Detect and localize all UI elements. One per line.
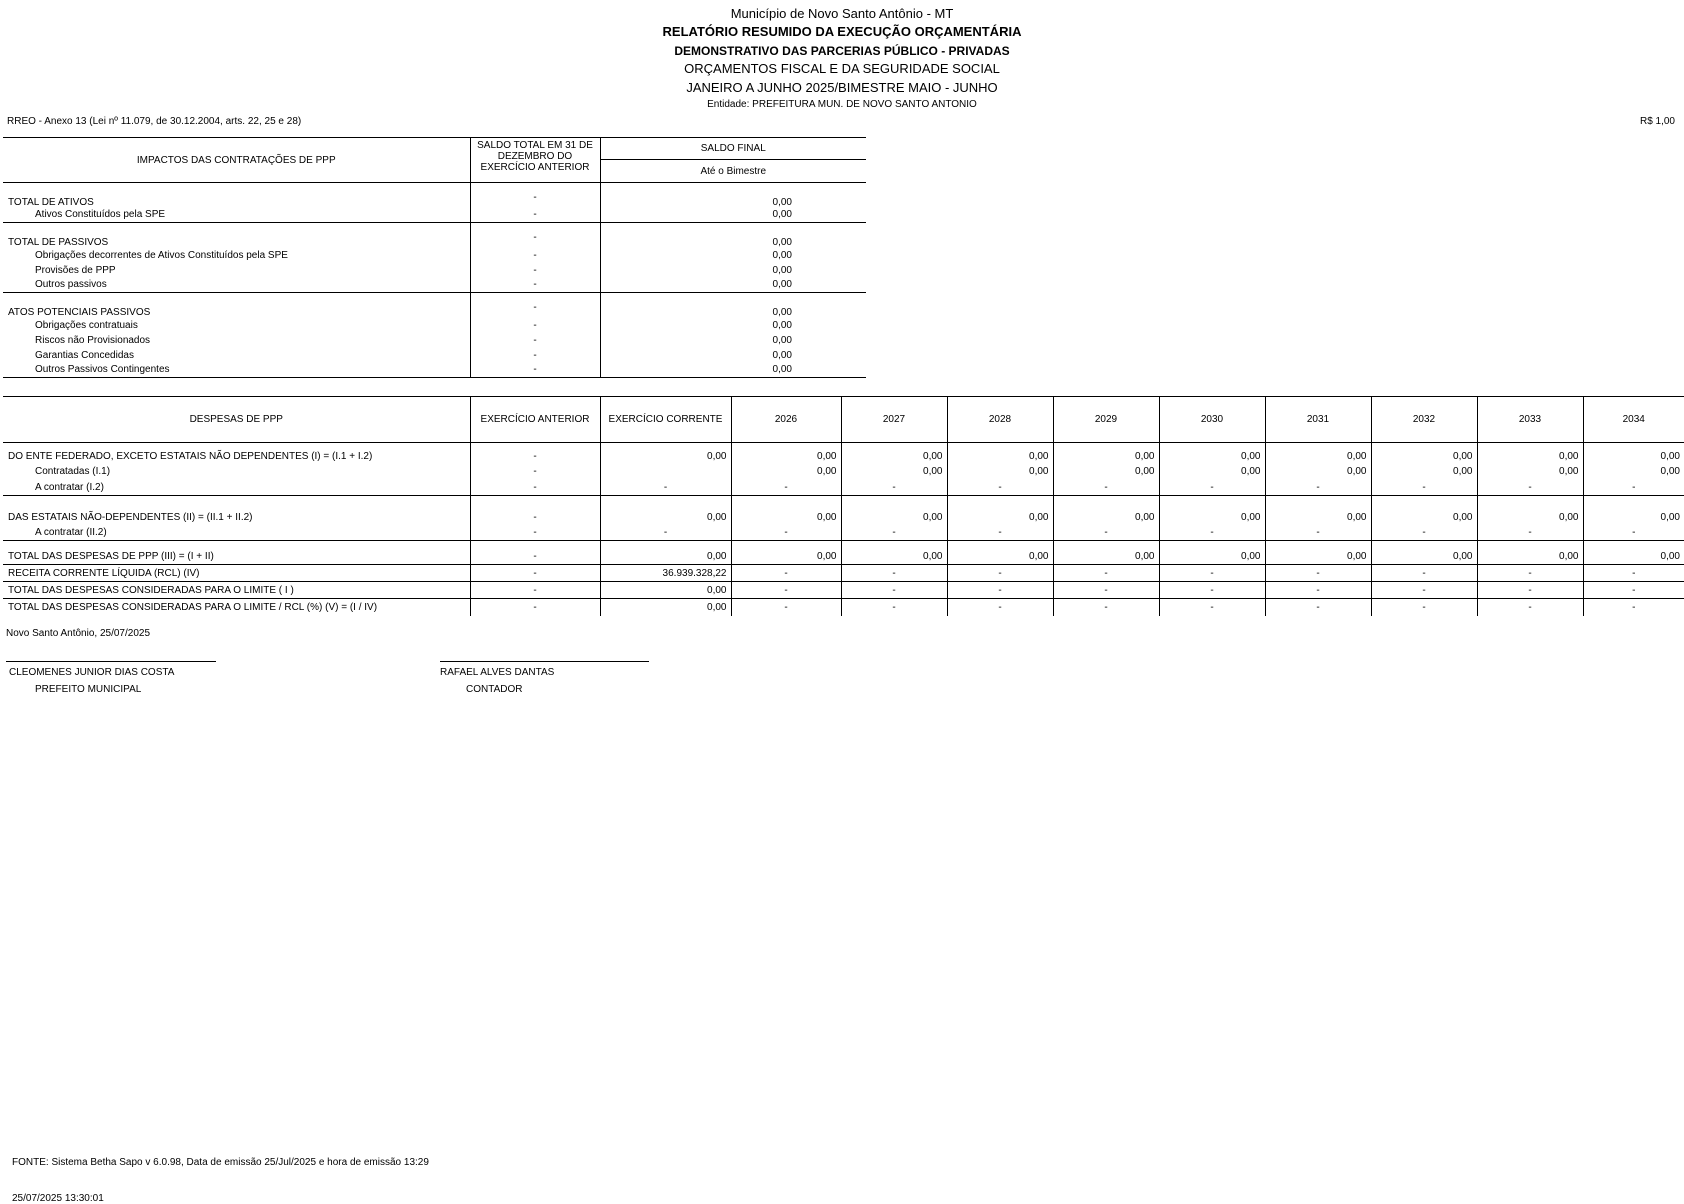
expense-value: - [1583, 525, 1684, 541]
expense-value: - [1477, 525, 1583, 541]
expense-value: 0,00 [1583, 443, 1684, 464]
impacts-col-header: IMPACTOS DAS CONTRATAÇÕES DE PPP [3, 138, 470, 183]
expense-value: 0,00 [1583, 464, 1684, 480]
report-subtitle: DEMONSTRATIVO DAS PARCERIAS PÚBLICO - PRIVADAS [674, 44, 1010, 58]
expense-row [3, 599, 1684, 616]
impact-row [3, 223, 866, 248]
report-title: RELATÓRIO RESUMIDO DA EXECUÇÃO ORÇAMENTÁRIA [662, 24, 1022, 39]
expense-value: 0,00 [841, 443, 947, 464]
expense-value: 0,00 [947, 541, 1053, 565]
impact-prev-balance: - [470, 293, 600, 318]
expense-value: - [1265, 525, 1371, 541]
expense-col-header: 2033 [1477, 397, 1583, 443]
impact-spacer [600, 348, 742, 363]
expense-row [3, 541, 1684, 565]
impact-spacer [600, 263, 742, 278]
expense-value: 0,00 [1053, 464, 1159, 480]
expense-row [3, 496, 1684, 525]
impact-final-balance: 0,00 [772, 319, 792, 331]
impact-spacer [600, 363, 742, 378]
expense-value: - [470, 565, 600, 582]
expense-value [600, 464, 731, 480]
expense-value: - [1159, 599, 1265, 616]
expense-label: A contratar (II.2) [35, 526, 107, 538]
expense-value: - [841, 599, 947, 616]
expense-value: - [470, 480, 600, 496]
expense-row [3, 443, 1684, 464]
expense-col-header: EXERCÍCIO ANTERIOR [470, 397, 600, 443]
expense-value: - [1371, 565, 1477, 582]
expense-value: - [731, 480, 841, 496]
impact-row [3, 318, 866, 333]
impact-prev-balance: - [470, 348, 600, 363]
expense-value: 0,00 [1477, 496, 1583, 525]
impact-label: TOTAL DE ATIVOS [8, 196, 94, 208]
expense-value: - [841, 565, 947, 582]
expense-value: - [1583, 599, 1684, 616]
expense-value: 0,00 [1159, 496, 1265, 525]
expense-value: - [1159, 525, 1265, 541]
expense-value: - [600, 480, 731, 496]
expense-value: 0,00 [600, 582, 731, 599]
expense-value: - [1053, 480, 1159, 496]
expense-row [3, 565, 1684, 582]
expense-value: 0,00 [600, 496, 731, 525]
expense-value: - [841, 480, 947, 496]
impact-row [3, 348, 866, 363]
saldo-total-col-header: SALDO TOTAL EM 31 DE DEZEMBRO DO EXERCÍCIO ANTERIOR [470, 138, 600, 183]
expense-label: Contratadas (I.1) [35, 466, 111, 477]
expense-value: 0,00 [600, 541, 731, 565]
expense-label: DAS ESTATAIS NÃO-DEPENDENTES (II) = (II.1 + II.2) [8, 511, 253, 523]
expense-value: - [1265, 599, 1371, 616]
expense-value: 0,00 [600, 443, 731, 464]
impact-prev-balance: - [470, 278, 600, 293]
impact-prev-balance: - [470, 318, 600, 333]
expense-label: DO ENTE FEDERADO, EXCETO ESTATAIS NÃO DEPENDENTES (I) = (I.1 + I.2) [8, 450, 373, 462]
expense-value: - [470, 541, 600, 565]
expense-label: TOTAL DAS DESPESAS CONSIDERADAS PARA O LIMITE / RCL (%) (V) = (I / IV) [8, 601, 378, 613]
expense-value: - [1371, 480, 1477, 496]
expense-value: - [947, 525, 1053, 541]
expense-value: - [1265, 480, 1371, 496]
impact-row [3, 278, 866, 293]
ate-bimestre-col-header: Até o Bimestre [600, 160, 866, 183]
expense-col-header: 2027 [841, 397, 947, 443]
expense-value: 0,00 [841, 496, 947, 525]
impact-row [3, 208, 866, 223]
expense-value: 0,00 [1159, 541, 1265, 565]
expense-col-header: EXERCÍCIO CORRENTE [600, 397, 731, 443]
impact-spacer [600, 208, 742, 223]
impact-spacer [600, 278, 742, 293]
expense-value: - [1477, 480, 1583, 496]
expense-value: - [1371, 582, 1477, 599]
expense-value: 0,00 [1477, 464, 1583, 480]
expense-value: - [1477, 582, 1583, 599]
expense-value: 0,00 [731, 443, 841, 464]
budgets-line: ORÇAMENTOS FISCAL E DA SEGURIDADE SOCIAL [684, 61, 1000, 76]
expense-value: 0,00 [1053, 541, 1159, 565]
expense-label: A contratar (I.2) [35, 481, 104, 493]
expense-value: - [841, 582, 947, 599]
expense-value: - [947, 565, 1053, 582]
signature-line-accountant [440, 661, 649, 662]
expense-value: - [1477, 599, 1583, 616]
expense-value: 0,00 [731, 464, 841, 480]
expense-value: - [731, 565, 841, 582]
expense-row [3, 525, 1684, 541]
expense-value: 0,00 [1159, 443, 1265, 464]
impact-spacer [600, 223, 742, 248]
expense-value: - [947, 599, 1053, 616]
impact-label: Outros passivos [35, 279, 107, 291]
signer-role-accountant: CONTADOR [466, 684, 523, 695]
expense-row [3, 582, 1684, 599]
expense-value: 0,00 [1265, 443, 1371, 464]
expense-label: RECEITA CORRENTE LÍQUIDA (RCL) (IV) [8, 567, 200, 579]
expense-value: - [470, 443, 600, 464]
impact-prev-balance: - [470, 263, 600, 278]
impact-final-balance: 0,00 [772, 279, 792, 291]
annex-label: RREO - Anexo 13 (Lei nº 11.079, de 30.12.2004, arts. 22, 25 e 28) [7, 116, 302, 127]
expense-row [3, 480, 1684, 496]
impact-row [3, 263, 866, 278]
impact-label: Ativos Constituídos pela SPE [35, 209, 166, 221]
expense-value: 0,00 [731, 496, 841, 525]
entity-line: Entidade: PREFEITURA MUN. DE NOVO SANTO ANTONIO [707, 99, 977, 110]
impact-prev-balance: - [470, 363, 600, 378]
expense-value: - [1583, 480, 1684, 496]
impact-final-balance: 0,00 [772, 364, 792, 376]
emission-timestamp: 25/07/2025 13:30:01 [12, 1193, 104, 1204]
expense-value: 36.939.328,22 [600, 565, 731, 582]
expense-value: - [947, 582, 1053, 599]
impact-spacer [600, 183, 742, 208]
impact-label: TOTAL DE PASSIVOS [8, 236, 109, 248]
expense-value: 0,00 [731, 541, 841, 565]
impact-label: Obrigações decorrentes de Ativos Constituídos pela SPE [35, 249, 288, 261]
expense-value: - [1159, 480, 1265, 496]
impact-label: Garantias Concedidas [35, 349, 134, 361]
impact-label: Obrigações contratuais [35, 319, 138, 331]
expense-value: 0,00 [841, 541, 947, 565]
expense-value: - [600, 525, 731, 541]
impact-final-balance: 0,00 [772, 264, 792, 276]
expense-value: 0,00 [1053, 443, 1159, 464]
expense-value: - [1371, 525, 1477, 541]
municipality: Município de Novo Santo Antônio - MT [730, 6, 954, 21]
expense-value: 0,00 [1371, 443, 1477, 464]
impact-final-balance: 0,00 [772, 349, 792, 361]
expense-value: 0,00 [1265, 496, 1371, 525]
expense-value: - [470, 496, 600, 525]
expense-label: TOTAL DAS DESPESAS DE PPP (III) = (I + II) [8, 551, 214, 562]
impact-final-balance: 0,00 [772, 249, 792, 261]
expense-label: TOTAL DAS DESPESAS CONSIDERADAS PARA O LIMITE ( I ) [8, 584, 294, 596]
impacts-table [3, 137, 866, 378]
expense-value: - [731, 525, 841, 541]
impact-final-balance: 0,00 [772, 209, 792, 221]
expense-value: 0,00 [841, 464, 947, 480]
impact-label: Provisões de PPP [35, 264, 116, 276]
currency-label: R$ 1,00 [1639, 116, 1675, 127]
expense-col-header: 2026 [731, 397, 841, 443]
period-line: JANEIRO A JUNHO 2025/BIMESTRE MAIO - JUNHO [686, 80, 998, 95]
expense-value: 0,00 [1159, 464, 1265, 480]
signer-role-mayor: PREFEITO MUNICIPAL [35, 684, 142, 695]
expense-value: - [1265, 565, 1371, 582]
expense-value: 0,00 [1053, 496, 1159, 525]
impact-spacer [600, 318, 742, 333]
expense-col-header: 2028 [947, 397, 1053, 443]
impact-final-balance: 0,00 [772, 196, 792, 208]
expenses-table [3, 396, 1684, 616]
place-date: Novo Santo Antônio, 25/07/2025 [6, 628, 151, 639]
expense-value: - [1265, 582, 1371, 599]
expense-value: 0,00 [1583, 496, 1684, 525]
expense-value: 0,00 [1477, 443, 1583, 464]
expense-value: - [470, 464, 600, 480]
expense-value: - [841, 525, 947, 541]
expense-col-header: 2034 [1583, 397, 1684, 443]
expense-value: - [470, 525, 600, 541]
expense-value: 0,00 [1371, 541, 1477, 565]
impact-label: Outros Passivos Contingentes [35, 364, 170, 376]
expense-value: - [1053, 525, 1159, 541]
impact-row [3, 293, 866, 318]
expense-value: 0,00 [1477, 541, 1583, 565]
signer-name-accountant: RAFAEL ALVES DANTAS [440, 667, 555, 678]
expense-col-header: 2029 [1053, 397, 1159, 443]
expense-col-header: 2032 [1371, 397, 1477, 443]
signature-line-mayor [6, 661, 216, 662]
expense-value: - [1159, 565, 1265, 582]
expense-value: - [1053, 582, 1159, 599]
expense-value: - [1053, 565, 1159, 582]
impact-spacer [600, 248, 742, 263]
impact-final-balance: 0,00 [772, 236, 792, 248]
expense-value: - [947, 480, 1053, 496]
expense-value: 0,00 [600, 599, 731, 616]
impact-prev-balance: - [470, 223, 600, 248]
impact-prev-balance: - [470, 248, 600, 263]
expense-value: - [1477, 565, 1583, 582]
expense-col-header: DESPESAS DE PPP [189, 414, 283, 425]
expense-value: - [731, 582, 841, 599]
expense-value: - [1583, 582, 1684, 599]
impact-row [3, 363, 866, 378]
impact-final-balance: 0,00 [772, 334, 792, 346]
impact-prev-balance: - [470, 183, 600, 208]
expense-col-header: 2030 [1159, 397, 1265, 443]
impact-row [3, 248, 866, 263]
impact-label: ATOS POTENCIAIS PASSIVOS [8, 306, 151, 318]
expense-row [3, 464, 1684, 480]
expense-value: 0,00 [1371, 464, 1477, 480]
source-footer: FONTE: Sistema Betha Sapo v 6.0.98, Data de emissão 25/Jul/2025 e hora de emissão 13:29 [12, 1157, 429, 1168]
signer-name-mayor: CLEOMENES JUNIOR DIAS COSTA [9, 667, 175, 678]
expense-value: 0,00 [947, 464, 1053, 480]
impact-spacer [600, 333, 742, 348]
impact-spacer [600, 293, 742, 318]
expense-value: - [470, 582, 600, 599]
expense-value: - [1583, 565, 1684, 582]
impact-label: Riscos não Provisionados [35, 334, 151, 346]
expense-value: - [1159, 582, 1265, 599]
expense-value: 0,00 [1265, 464, 1371, 480]
impact-row [3, 333, 866, 348]
expense-value: - [470, 599, 600, 616]
expense-value: 0,00 [947, 496, 1053, 525]
expense-value: 0,00 [1265, 541, 1371, 565]
impact-final-balance: 0,00 [772, 306, 792, 318]
impact-prev-balance: - [470, 333, 600, 348]
expense-value: - [1371, 599, 1477, 616]
saldo-final-col-header: SALDO FINAL [600, 138, 866, 160]
impact-row [3, 183, 866, 208]
impact-prev-balance: - [470, 208, 600, 223]
expense-value: - [1053, 599, 1159, 616]
expense-value: - [731, 599, 841, 616]
expense-value: 0,00 [1583, 541, 1684, 565]
expense-col-header: 2031 [1265, 397, 1371, 443]
expense-value: 0,00 [947, 443, 1053, 464]
expense-value: 0,00 [1371, 496, 1477, 525]
